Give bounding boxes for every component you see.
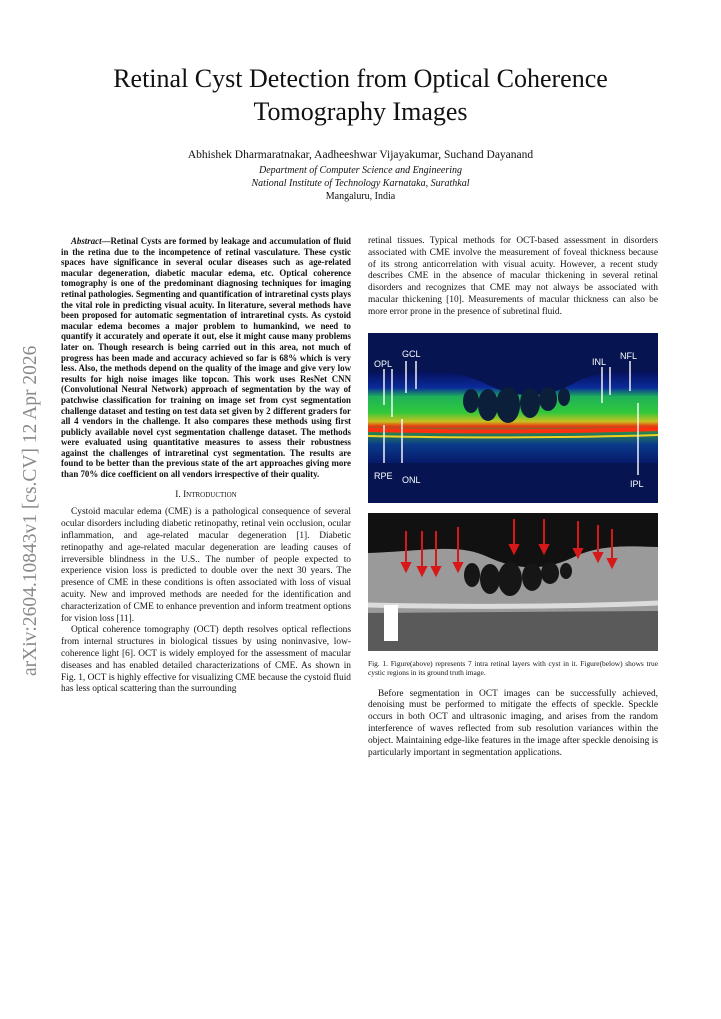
right-paragraph-2: Before segmentation in OCT images can be successfully achieved, denoising must be performed to mitigate the effects of speckle. Speckle occurs in both OCT and ultrasonic imaging, and arises from the random interference of waves reflected from sub resolution variances within the object. Maintaining edge-like features in the image after speckle denoising is particularly important in segmentation applications.	[368, 688, 658, 758]
affil-dept: Department of Computer Science and Engineering	[258, 165, 462, 176]
right-paragraph-1: retinal tissues. Typical methods for OCT-based assessment in disorders associated with CME involve the measurement of foveal thickness because of its strong anticorrelation with visual acuity. However, a recent study describes CME in the absence of macular thickening in several retinal disorders and recognizes that CME may not always be associated with macular thickening [10]. Measurements of macular thickness can also be more error prone in the presence of subretinal fluid.	[368, 236, 658, 317]
intro-paragraph-2: Optical coherence tomography (OCT) depth resolves optical reflections from internal structures in biological tissues by using noninvasive, low-coherence light [6]. OCT is widely employed for the assessment of macular diseases and has enabled detailed characterizations of CME. As shown in Fig. 1, OCT is highly effective for visualizing CME because the cystoid fluid has less optical scattering than the surrounding	[61, 625, 351, 695]
right-column	[368, 236, 658, 759]
paper-title	[60, 62, 661, 128]
section-number: I.	[175, 489, 181, 500]
ground-truth-image	[368, 513, 658, 651]
authors: Abhishek Dharmaratnakar, Aadheeshwar Vijayakumar, Suchand Dayanand	[187, 149, 534, 161]
affiliation	[60, 164, 661, 203]
arxiv-stamp-text: arXiv:2604.10843v1 [cs.CV] 12 Apr 2026	[20, 345, 41, 676]
label-inl: INL	[592, 356, 607, 367]
abstract-text: —Retinal Cysts are formed by leakage and accumulation of fluid in the retina due to the incompetence of retinal vasculature. These cystic spaces have significance in several ocular diseases such as age-related macular degeneration, diabetic macular edema, etc. Optical coherence tomography is one of the predominant diagnosing techniques for imaging retinal pathologies. Segmenting and quantification of intraretinal cysts plays the vital role in predicting visual acuity. In literature, several methods have been proposed for automatic segmentation of intraretinal cysts. As cystoid macular edema becomes a major problem to humankind, we need to quantify it accurately and operate it out, else it might cause many problems later on. Though research is being carried out in this area, not much of progress has been made and accuracy achieved so far is 68% which is very less. Also, the methods depend on the quality of the image and give very low results for high noise images like topcon. This work uses ResNet CNN (Convolutional Neural Network) approach of segmentation by the way of patchwise classification for training on image set from cyst segmentation challenge dataset and testing on test data set given by 2 different graders for all 4 vendors in the challenge. It also compares these methods using first publicly available novel cyst segmentation challenge dataset. The methods were evaluated using quantitative measures to assess their robustness against the challenges of intraretinal cyst segmentation. The results are found to be better than the previous state of the art approaches giving more than 70% dice coefficient on all vendors irrespective of their quality.	[61, 236, 351, 480]
intro-paragraph-1: Cystoid macular edema (CME) is a pathological consequence of several ocular disorders including diabetic retinopathy, retinal vein occlusion, ocular inflammation, and age-related macular degeneration [1]. Diabetic retinopathy and age-related macular degeneration are leading causes of irreversible blindness in the U.S.. The number of people expected to experience vision loss is predicted to double over the next 30 years. The presence of CME in these conditions is often associated with loss of visual acuity. New and improved methods are needed for the identification and characterization of CME to enhance prevention and inform treatment options for vision loss [11].	[61, 507, 351, 624]
abstract	[61, 236, 351, 480]
figure-caption: Fig. 1. Figure(above) represents 7 intra retinal layers with cyst in it. Figure(below) shows true cystic regions in its ground truth image.	[368, 658, 658, 677]
left-column	[61, 236, 351, 696]
affil-inst: National Institute of Technology Karnataka, Surathkal	[251, 178, 470, 189]
title-line-1: Retinal Cyst Detection from Optical Coherence	[113, 64, 608, 93]
label-onl: ONL	[402, 474, 421, 485]
label-nfl: NFL	[620, 350, 638, 361]
section-title: Introduction	[183, 489, 237, 500]
oct-layer-image	[368, 333, 658, 503]
figure-1	[368, 333, 658, 677]
label-opl: OPL	[374, 358, 393, 369]
section-heading	[61, 490, 351, 502]
label-ipl: IPL	[630, 478, 644, 489]
label-rpe: RPE	[374, 470, 393, 481]
title-line-2: Tomography Images	[253, 97, 468, 126]
arxiv-stamp	[6, 318, 46, 678]
label-gcl: GCL	[402, 348, 421, 359]
abstract-label: Abstract	[71, 236, 102, 246]
affil-city: Mangaluru, India	[325, 191, 396, 202]
